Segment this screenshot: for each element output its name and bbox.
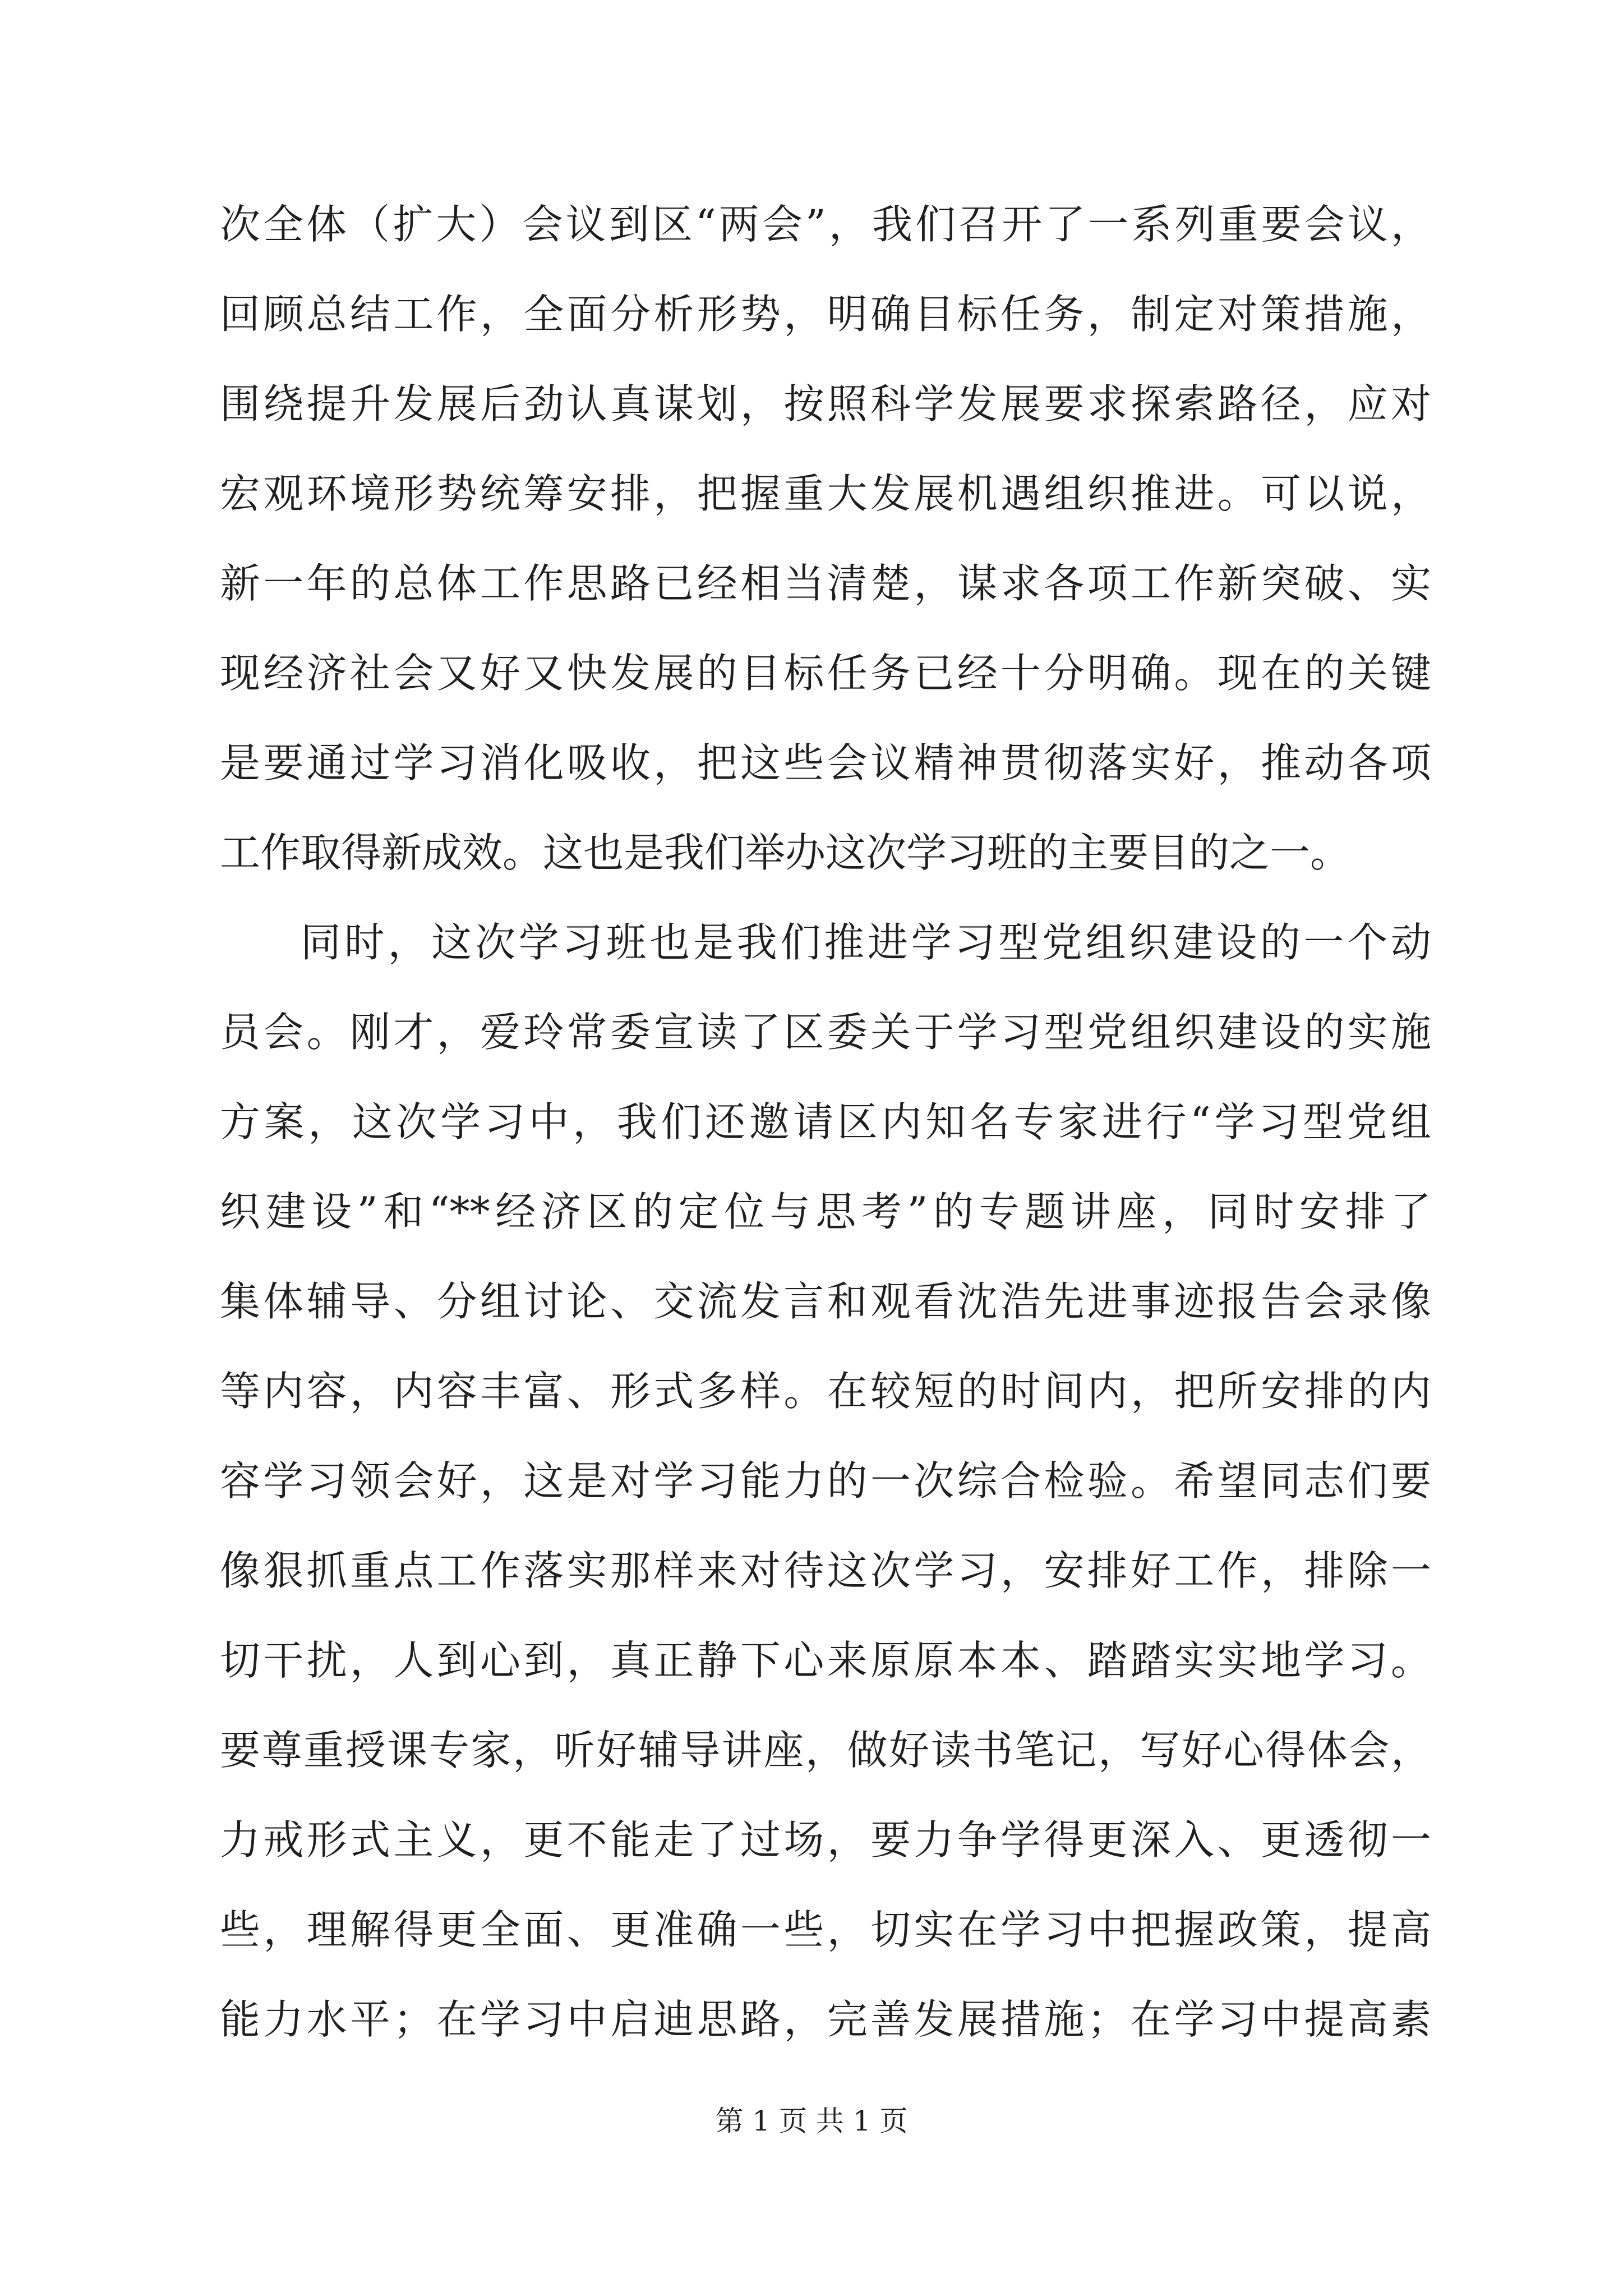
text-line: 织建设”和“**经济区的定位与思考”的专题讲座，同时安排了 [220,1188,1431,1235]
text-line: 宏观环境形势统筹安排，把握重大发展机遇组织推进。可以说， [220,470,1431,517]
text-line: 方案，这次学习中，我们还邀请区内知名专家进行“学习型党组 [220,1098,1431,1145]
text-line: 些，理解得更全面、更准确一些，切实在学习中把握政策，提高 [220,1906,1431,1953]
text-line: 员会。刚才，爱玲常委宣读了区委关于学习型党组织建设的实施 [220,1009,1431,1056]
paragraph-first-line: 同时，这次学习班也是我们推进学习型党组织建设的一个动 [301,919,1431,966]
text-line: 集体辅导、分组讨论、交流发言和观看沈浩先进事迹报告会录像 [220,1278,1431,1325]
text-line: 能力水平；在学习中启迪思路，完善发展措施；在学习中提高素 [220,1996,1431,2043]
text-line: 力戒形式主义，更不能走了过场，要力争学得更深入、更透彻一 [220,1816,1431,1864]
text-line: 新一年的总体工作思路已经相当清楚，谋求各项工作新突破、实 [220,560,1431,607]
page-footer: 第 1 页 共 1 页 [715,2105,908,2137]
text-line: 等内容，内容丰富、形式多样。在较短的时间内，把所安排的内 [220,1368,1431,1415]
text-line: 工作取得新成效。这也是我们举办这次学习班的主要目的之一。 [220,829,1351,876]
text-line: 切干扰，人到心到，真正静下心来原原本本、踏踏实实地学习。 [220,1637,1431,1684]
text-line: 回顾总结工作，全面分析形势，明确目标任务，制定对策措施， [220,291,1431,338]
text-line: 像狠抓重点工作落实那样来对待这次学习，安排好工作，排除一 [220,1547,1431,1594]
document-body [220,0,1431,2076]
text-line: 是要通过学习消化吸收，把这些会议精神贯彻落实好，推动各项 [220,739,1431,786]
text-line: 现经济社会又好又快发展的目标任务已经十分明确。现在的关键 [220,650,1431,697]
text-line: 容学习领会好，这是对学习能力的一次综合检验。希望同志们要 [220,1457,1431,1504]
text-line: 次全体（扩大）会议到区“两会”，我们召开了一系列重要会议， [220,201,1431,248]
text-line: 围绕提升发展后劲认真谋划，按照科学发展要求探索路径，应对 [220,380,1431,427]
text-line: 要尊重授课专家，听好辅导讲座，做好读书笔记，写好心得体会， [220,1727,1431,1774]
